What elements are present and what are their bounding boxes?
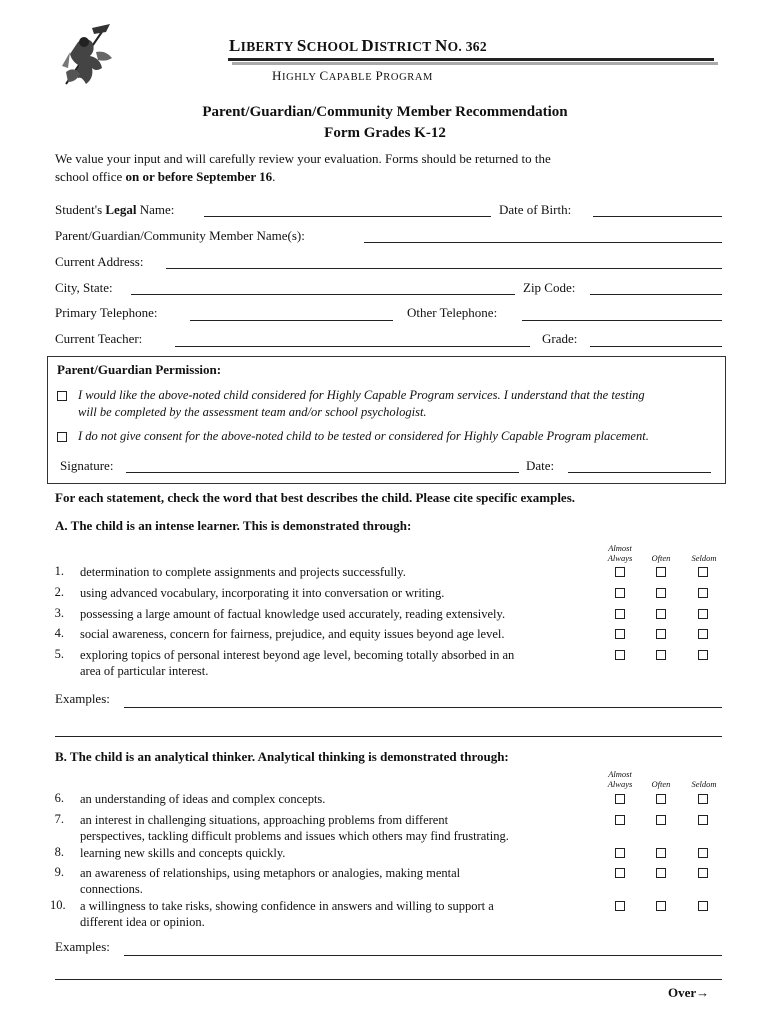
item-text-line1: using advanced vocabulary, incorporating it into conversation or writing. bbox=[80, 586, 445, 600]
zip-label: Zip Code: bbox=[523, 280, 576, 295]
checkbox-almost-always[interactable] bbox=[615, 567, 625, 577]
examples-b-field-1[interactable] bbox=[124, 955, 722, 956]
checkbox-seldom[interactable] bbox=[698, 901, 708, 911]
item-number: 7. bbox=[54, 812, 64, 826]
teacher-label: Current Teacher: bbox=[55, 331, 143, 346]
freq-often-a: Often bbox=[651, 553, 671, 563]
form-subtitle: Form Grades K-12 bbox=[324, 125, 446, 141]
checkbox-seldom[interactable] bbox=[698, 868, 708, 878]
item-number: 4. bbox=[54, 626, 64, 640]
consent-text-line1: I would like the above-noted child considered for Highly Capable Program services. I understand that the testing bbox=[78, 388, 645, 402]
teacher-field[interactable] bbox=[175, 346, 530, 347]
checkbox-often[interactable] bbox=[656, 588, 666, 598]
item-number: 8. bbox=[54, 845, 64, 859]
dob-field[interactable] bbox=[593, 216, 722, 217]
consent-text-line2: will be completed by the assessment team and/or school psychologist. bbox=[78, 405, 427, 419]
freq-seldom-b: Seldom bbox=[691, 779, 717, 789]
checkbox-seldom[interactable] bbox=[698, 650, 708, 660]
item-text-line2: connections. bbox=[80, 882, 143, 896]
checkbox-almost-always[interactable] bbox=[615, 794, 625, 804]
item-text-line1: an understanding of ideas and complex concepts. bbox=[80, 792, 326, 806]
instructions: For each statement, check the word that best describes the child. Please cite specific examples. bbox=[55, 490, 576, 505]
signature-label: Signature: bbox=[60, 458, 114, 473]
item-number: 9. bbox=[54, 865, 64, 879]
program-name: HIGHLY CAPABLE PROGRAM bbox=[272, 68, 433, 83]
checkbox-often[interactable] bbox=[656, 868, 666, 878]
item-number: 6. bbox=[54, 791, 64, 805]
item-text bbox=[80, 626, 600, 642]
dob-label: Date of Birth: bbox=[499, 202, 572, 217]
checkbox-often[interactable] bbox=[656, 567, 666, 577]
over-indicator: Over→ bbox=[668, 985, 710, 1000]
section-a-heading: A. The child is an intense learner. This is demonstrated through: bbox=[55, 518, 412, 533]
guardian-name-label: Parent/Guardian/Community Member Name(s): bbox=[55, 228, 305, 243]
item-number: 5. bbox=[54, 647, 64, 661]
item-number: 10. bbox=[50, 898, 66, 912]
checkbox-almost-always[interactable] bbox=[615, 815, 625, 825]
examples-b-label: Examples: bbox=[55, 939, 110, 954]
checkbox-seldom[interactable] bbox=[698, 794, 708, 804]
freq-almost-always-a: Almost Always bbox=[607, 543, 633, 563]
item-text-line1: determination to complete assignments and projects successfully. bbox=[80, 565, 406, 579]
item-text bbox=[80, 898, 600, 930]
item-text-line2: perspectives, tackling difficult problems and issues which others may find frustrating. bbox=[80, 829, 509, 843]
checkbox-seldom[interactable] bbox=[698, 609, 708, 619]
checkbox-often[interactable] bbox=[656, 815, 666, 825]
freq-almost-always-b: Almost Always bbox=[607, 769, 633, 789]
address-label: Current Address: bbox=[55, 254, 144, 269]
checkbox-almost-always[interactable] bbox=[615, 609, 625, 619]
item-text-line1: possessing a large amount of factual knowledge used accurately, reading extensively. bbox=[80, 607, 506, 621]
other-phone-field[interactable] bbox=[522, 320, 722, 321]
item-text-line2: different idea or opinion. bbox=[80, 915, 205, 929]
freq-often-b: Often bbox=[651, 779, 671, 789]
student-name-field[interactable] bbox=[204, 216, 491, 217]
student-name-label: Student's Legal Name: bbox=[55, 202, 175, 217]
item-text bbox=[80, 791, 600, 807]
item-text bbox=[80, 865, 600, 897]
other-phone-label: Other Telephone: bbox=[407, 305, 498, 320]
date-field[interactable] bbox=[568, 472, 711, 473]
checkbox-seldom[interactable] bbox=[698, 848, 708, 858]
checkbox-often[interactable] bbox=[656, 848, 666, 858]
item-text-line1: social awareness, concern for fairness, prejudice, and equity issues beyond age level. bbox=[80, 627, 505, 641]
city-state-label: City, State: bbox=[55, 280, 113, 295]
grade-label: Grade: bbox=[542, 331, 578, 346]
zip-field[interactable] bbox=[590, 294, 722, 295]
checkbox-often[interactable] bbox=[656, 629, 666, 639]
checkbox-seldom[interactable] bbox=[698, 629, 708, 639]
guardian-name-field[interactable] bbox=[364, 242, 722, 243]
intro-line2: school office on or before September 16. bbox=[55, 169, 276, 184]
no-consent-text: I do not give consent for the above-noted child to be tested or considered for Highly Capable Program placement. bbox=[78, 429, 649, 443]
header-rule-shadow bbox=[232, 62, 718, 65]
checkbox-almost-always[interactable] bbox=[615, 588, 625, 598]
district-logo bbox=[56, 22, 120, 92]
checkbox-often[interactable] bbox=[656, 650, 666, 660]
item-text-line1: an interest in challenging situations, approaching problems from different bbox=[80, 813, 449, 827]
checkbox-often[interactable] bbox=[656, 794, 666, 804]
intro-line1: We value your input and will carefully review your evaluation. Forms should be returned to the bbox=[55, 151, 551, 166]
date-label: Date: bbox=[526, 458, 555, 473]
freq-seldom-a: Seldom bbox=[691, 553, 717, 563]
item-number: 2. bbox=[54, 585, 64, 599]
grade-field[interactable] bbox=[590, 346, 722, 347]
district-name: LIBERTY SCHOOL DISTRICT NO. 362 bbox=[229, 36, 487, 55]
primary-phone-field[interactable] bbox=[190, 320, 393, 321]
consent-checkbox[interactable] bbox=[57, 391, 67, 401]
section-b-heading: B. The child is an analytical thinker. Analytical thinking is demonstrated through: bbox=[55, 749, 509, 764]
examples-a-field-2[interactable] bbox=[55, 736, 722, 737]
item-text-line1: learning new skills and concepts quickly. bbox=[80, 846, 286, 860]
checkbox-seldom[interactable] bbox=[698, 588, 708, 598]
signature-field[interactable] bbox=[126, 472, 519, 473]
checkbox-almost-always[interactable] bbox=[615, 650, 625, 660]
examples-b-field-2[interactable] bbox=[55, 979, 722, 980]
checkbox-seldom[interactable] bbox=[698, 567, 708, 577]
item-text bbox=[80, 812, 600, 844]
address-field[interactable] bbox=[166, 268, 722, 269]
primary-phone-label: Primary Telephone: bbox=[55, 305, 158, 320]
item-text-line1: an awareness of relationships, using metaphors or analogies, making mental bbox=[80, 866, 461, 880]
no-consent-checkbox[interactable] bbox=[57, 432, 67, 442]
item-text-line2: area of particular interest. bbox=[80, 664, 209, 678]
checkbox-often[interactable] bbox=[656, 609, 666, 619]
header-rule bbox=[228, 58, 714, 61]
city-state-field[interactable] bbox=[131, 294, 515, 295]
item-text-line1: a willingness to take risks, showing confidence in answers and willing to support a bbox=[80, 899, 494, 913]
item-number: 3. bbox=[54, 606, 64, 620]
examples-a-label: Examples: bbox=[55, 691, 110, 706]
examples-a-field-1[interactable] bbox=[124, 707, 722, 708]
item-text bbox=[80, 845, 600, 861]
checkbox-often[interactable] bbox=[656, 901, 666, 911]
item-text-line1: exploring topics of personal interest beyond age level, becoming totally absorbed in an bbox=[80, 648, 515, 662]
item-text bbox=[80, 647, 600, 679]
item-text bbox=[80, 564, 600, 580]
item-text bbox=[80, 585, 600, 601]
item-text bbox=[80, 606, 600, 622]
checkbox-almost-always[interactable] bbox=[615, 901, 625, 911]
form-title: Parent/Guardian/Community Member Recommendation bbox=[202, 104, 568, 120]
checkbox-almost-always[interactable] bbox=[615, 629, 625, 639]
checkbox-almost-always[interactable] bbox=[615, 868, 625, 878]
item-number: 1. bbox=[54, 564, 64, 578]
checkbox-almost-always[interactable] bbox=[615, 848, 625, 858]
checkbox-seldom[interactable] bbox=[698, 815, 708, 825]
permission-heading: Parent/Guardian Permission: bbox=[57, 362, 222, 377]
